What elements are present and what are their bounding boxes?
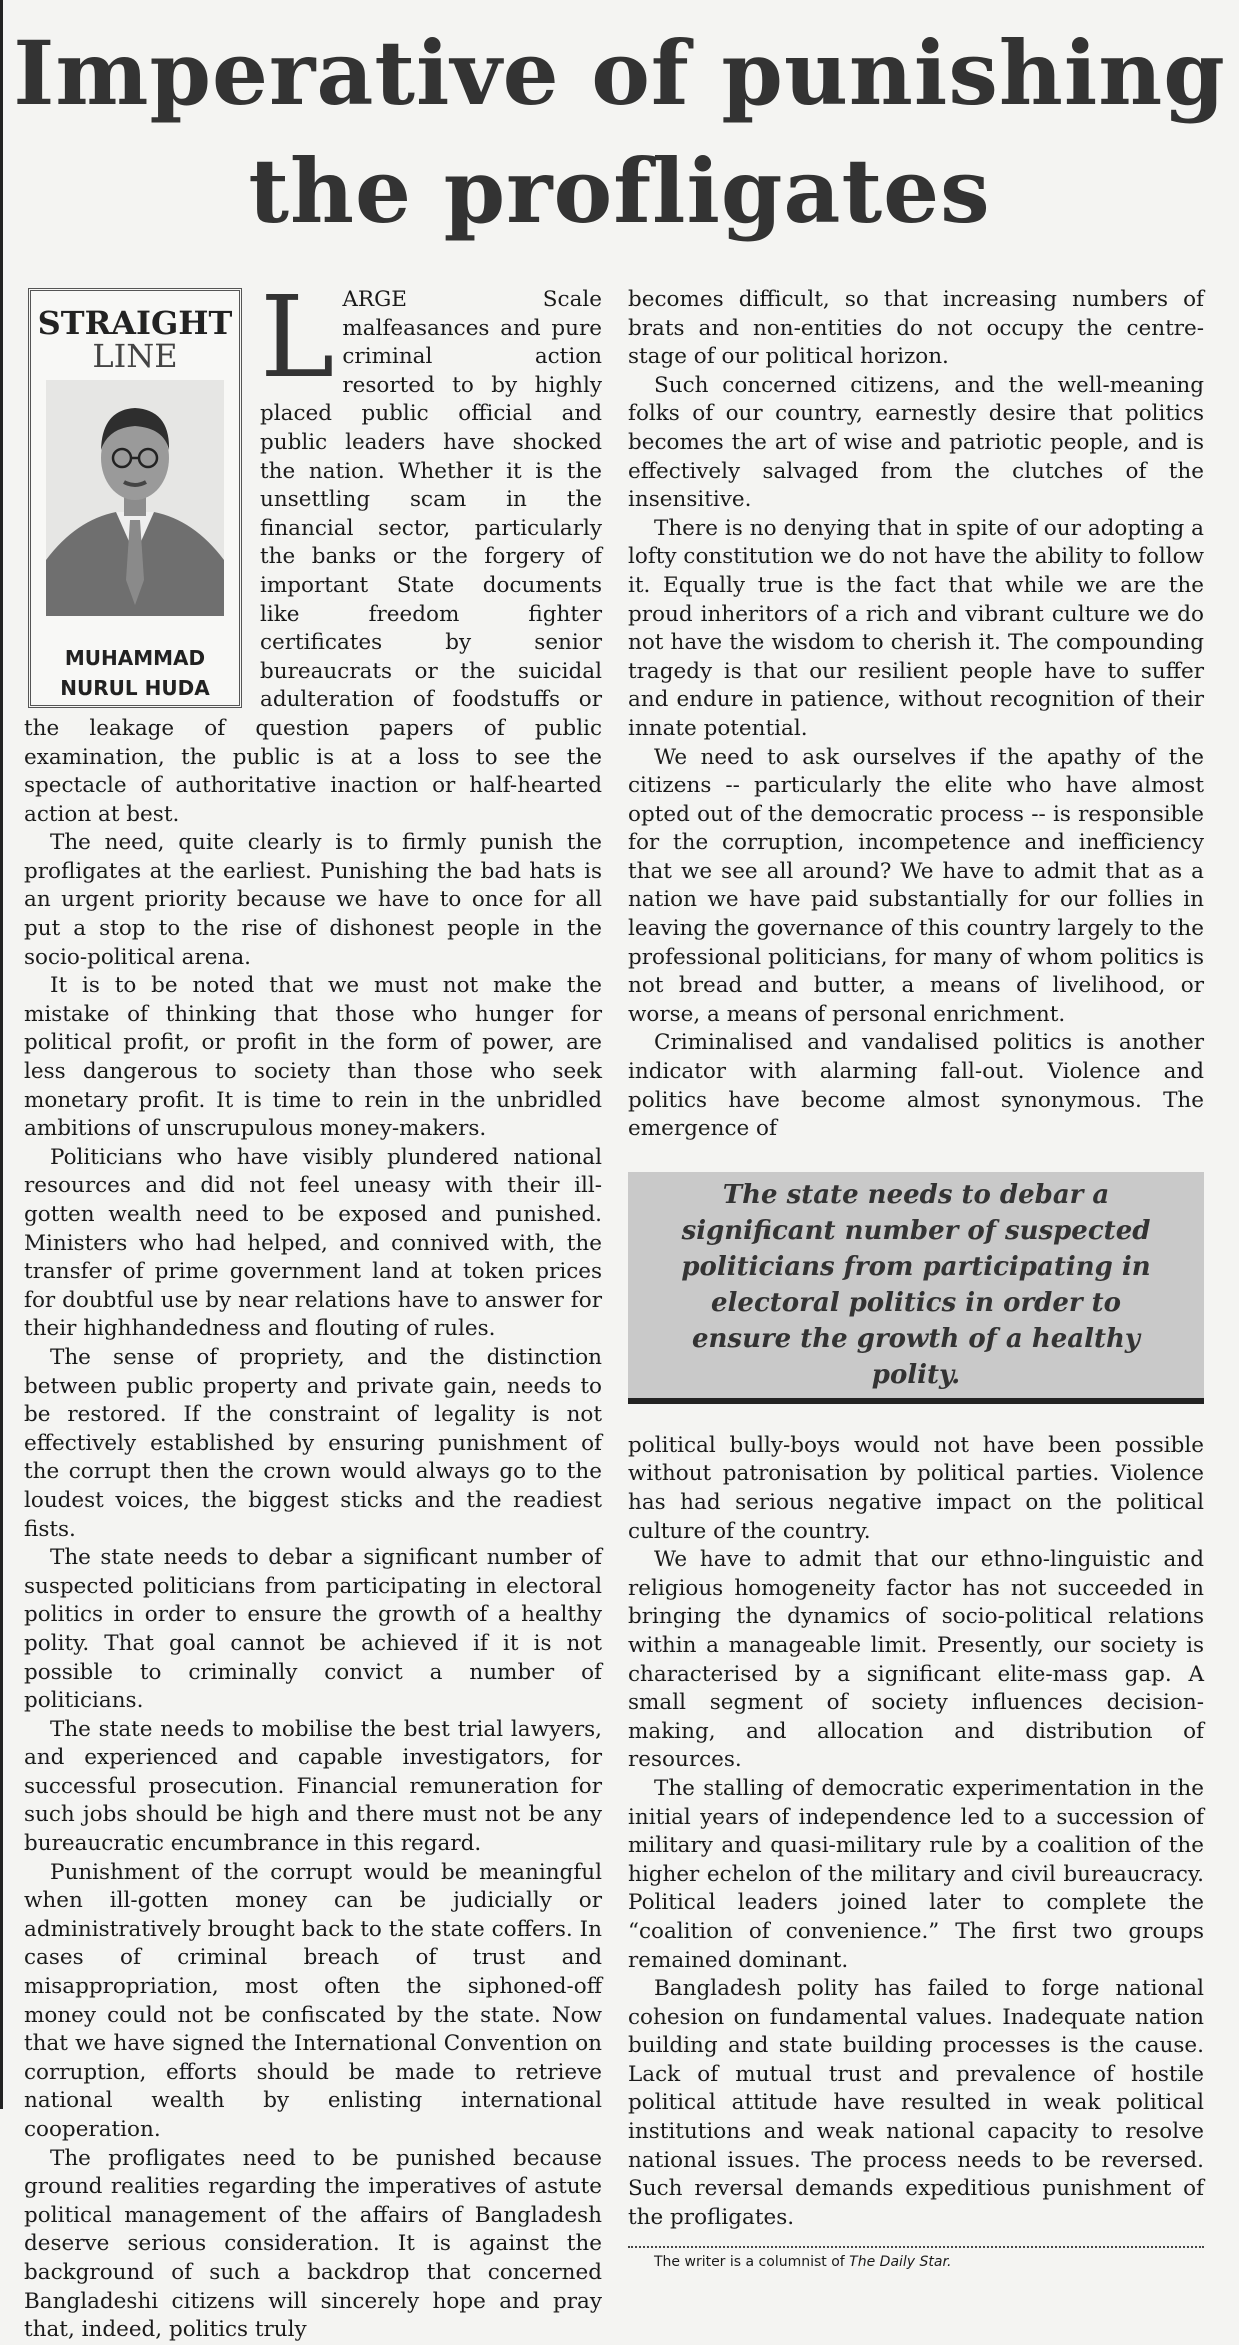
headline-line-2: the profligates: [248, 139, 991, 243]
author-name-line-2: NURUL HUDA: [60, 675, 210, 700]
body-paragraph: We need to ask ourselves if the apathy of the citizens -- particularly the elite who have almost opted out of the democratic process -- is responsible for the corruption, incompetence and inefficiency that we see all around? We have to admit that as a nation we have paid substantially for our follies in leaving the governance of this country largely to the professional politicians, for many of whom politics is not bread and butter, a means of livelihood, or worse, a means of personal enrichment.: [628, 744, 1204, 1027]
column-2: [628, 286, 1204, 2277]
column-label-straight: STRAIGHT: [37, 304, 233, 342]
body-paragraph: political bully-boys would not have been possible without patronisation by political parties. Violence has had serious negative impact on the political culture of the country.: [628, 1432, 1204, 1544]
body-paragraph: There is no denying that in spite of our adopting a lofty constitution we do not have the ability to follow it. Equally true is the fact that while we are the proud inheritors of a rich and vibrant culture we do not have the wisdom to cherish it. The compounding tragedy is that our resilient people have to suffer and endure in patience, without recognition of their innate potential.: [628, 515, 1204, 741]
byline-box: [28, 288, 242, 708]
column-1: [24, 273, 602, 2345]
writer-note-prefix: The writer is a columnist of: [654, 2254, 850, 2271]
headline: [0, 14, 1239, 250]
body-paragraph: The state needs to debar a significant number of suspected politicians from participating in electoral politics in order to ensure the growth of a healthy polity. That goal cannot be achieved if it is not possible to criminally convict a number of politicians.: [24, 1545, 602, 1714]
pull-quote: [628, 1172, 1204, 1404]
body-paragraph: Punishment of the corrupt would be meaningful when ill-gotten money can be judicially or administratively brought back to the state coffers. In cases of criminal breach of trust and misappropriation, most often the siphoned-off money could not be confiscated by the state. Now that we have signed the International Convention on corruption, efforts should be made to retrieve national wealth by enlisting international cooperation.: [24, 1859, 602, 2142]
body-paragraph: The need, quite clearly is to firmly punish the profligates at the earliest. Punishing the bad hats is an urgent priority because we have to once for all put a stop to the rise of dishonest people in the socio-political arena.: [24, 830, 602, 970]
column-label-line: LINE: [92, 336, 178, 375]
body-paragraph: Such concerned citizens, and the well-meaning folks of our country, earnestly desire that politics becomes the art of wise and patriotic people, and is effectively salvaged from the clutches of the insensitive.: [628, 372, 1204, 513]
pull-quote-text: The state needs to debar a significant number of suspected politicians from participating in electoral politics in order to ensure the growth of a healthy polity.: [681, 1179, 1151, 1390]
body-paragraph: becomes difficult, so that increasing numbers of brats and non-entities do not occupy the centre-stage of our political horizon.: [628, 287, 1204, 370]
body-paragraph: The stalling of democratic experimentation in the initial years of independence led to a succession of military and quasi-military rule by a coalition of the higher echelon of the military and civil bureaucracy. Political leaders joined later to complete the “coalition of convenience.” The first two groups remained dominant.: [628, 1775, 1204, 1973]
body-paragraph: It is to be noted that we must not make the mistake of thinking that those who hunger for political profit, or profit in the form of power, are less dangerous to society than those who seek monetary profit. It is time to rein in the unbridled ambitions of unscrupulous money-makers.: [24, 973, 602, 1142]
page-border: [0, 0, 3, 2109]
body-paragraph: The profligates need to be punished because ground realities regarding the imperatives of astute political management of the affairs of Bangladesh deserve serious consideration. It is against the background of such a backdrop that concerned Bangladeshi citizens will sincerely hope and pray that, indeed, politics truly: [24, 2145, 602, 2343]
body-paragraph: The state needs to mobilise the best trial lawyers, and experienced and capable investigators, for successful prosecution. Financial remuneration for such jobs should be high and there must not be any bureaucratic encumbrance in this regard.: [24, 1716, 602, 1857]
body-paragraph: Criminalised and vandalised politics is another indicator with alarming fall-out. Violence and politics have become almost synonymous. The emergence of: [628, 1030, 1204, 1142]
body-paragraph: The sense of propriety, and the distinction between public property and private gain, needs to be restored. If the constraint of legality is not effectively established by ensuring punishment of the corrupt then the crown would always go to the loudest voices, the biggest sticks and the readiest fists.: [24, 1344, 602, 1542]
body-paragraph: Politicians who have visibly plundered national resources and did not feel uneasy with their ill-gotten wealth need to be exposed and punished. Ministers who had helped, and connived with, the transfer of prime government land at token prices for doubtful use by near relations have to answer for their highhandedness and flouting of rules.: [24, 1144, 602, 1342]
writer-note: [628, 2248, 1204, 2277]
headline-line-1: Imperative of punishing: [13, 21, 1226, 125]
author-portrait: [46, 380, 224, 616]
drop-cap: L: [260, 273, 335, 403]
author-name: [31, 643, 239, 703]
body-paragraph: We have to admit that our ethno-linguistic and religious homogeneity factor has not succeeded in bringing the dynamics of socio-political relations within a manageable limit. Presently, our society is characterised by a significant elite-mass gap. A small segment of society influences decision-making, and allocation and distribution of resources.: [628, 1547, 1204, 1773]
lead-text: ARGE Scale malfeasances and pure criminal action resorted to by highly placed public official and public leaders have shocked the nation. Whether it is the unsettling scam in the financial sector, particularly the banks or the forgery of important State documents like freedom fighter certificates by senior bureaucrats or the suicidal adulteration of foodstuffs or the leakage of question papers of public examination, the public is at a loss to see the spectacle of authoritative inaction or half-hearted action at best.: [24, 287, 602, 827]
writer-note-paper: The Daily Star.: [849, 2254, 952, 2271]
body-paragraph: Bangladesh polity has failed to forge national cohesion on fundamental values. Inadequate nation building and state building processes is the cause. Lack of mutual trust and prevalence of hostile political attitude have resulted in weak political institutions and weak national capacity to resolve national issues. The process needs to be reversed. Such reversal demands expeditious punishment of the profligates.: [628, 1976, 1204, 2230]
author-name-line-1: MUHAMMAD: [64, 645, 206, 670]
